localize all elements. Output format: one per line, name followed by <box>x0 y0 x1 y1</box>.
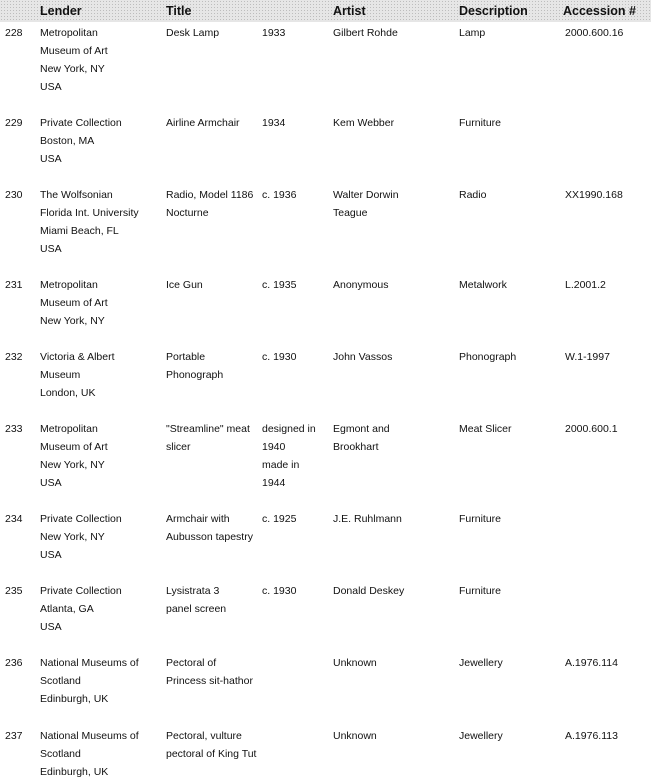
lender-cell <box>40 276 160 330</box>
artist-cell-line: Kem Webber <box>333 117 395 129</box>
title-cell-line: Desk Lamp <box>166 27 220 39</box>
header-lender: Lender <box>40 4 82 18</box>
header-accession: Accession # <box>563 4 636 18</box>
title-cell-line: Aubusson tapestry <box>166 531 253 543</box>
description-cell: Metalwork <box>459 279 507 291</box>
artist-cell <box>333 114 448 132</box>
artist-cell <box>333 654 448 672</box>
artist-cell-line: Teague <box>333 207 368 219</box>
date-cell <box>262 348 326 366</box>
row-number: 230 <box>5 189 23 201</box>
artist-cell-line: Unknown <box>333 657 377 669</box>
title-cell-line: Pectoral, vulture <box>166 730 242 742</box>
date-cell-line: 1933 <box>262 27 286 39</box>
row-number: 234 <box>5 513 23 525</box>
lender-cell-line: USA <box>40 81 62 93</box>
title-cell <box>166 420 258 456</box>
lender-cell-line: Edinburgh, UK <box>40 766 109 778</box>
title-cell <box>166 348 258 384</box>
lender-cell-line: Scotland <box>40 748 81 760</box>
description-cell: Lamp <box>459 27 486 39</box>
lender-cell-line: Museum of Art <box>40 45 108 57</box>
row-number: 237 <box>5 730 23 742</box>
title-cell <box>166 114 258 132</box>
lender-cell-line: Miami Beach, FL <box>40 225 119 237</box>
description-cell: Jewellery <box>459 730 503 742</box>
description-cell: Radio <box>459 189 487 201</box>
lender-cell-line: National Museums of <box>40 657 139 669</box>
lender-cell <box>40 654 160 708</box>
artist-cell-line: Walter Dorwin <box>333 189 399 201</box>
date-cell-line: designed in <box>262 423 316 435</box>
lender-cell-line: Victoria & Albert <box>40 351 115 363</box>
title-cell-line: pectoral of King Tut <box>166 748 257 760</box>
lender-cell-line: Museum <box>40 369 81 381</box>
title-cell-line: Ice Gun <box>166 279 203 291</box>
date-cell-line: 1940 <box>262 441 286 453</box>
lender-cell <box>40 510 160 564</box>
description-cell: Meat Slicer <box>459 423 512 435</box>
artist-cell-line: Egmont and <box>333 423 390 435</box>
title-cell-line: Pectoral of <box>166 657 217 669</box>
date-cell-line: c. 1936 <box>262 189 297 201</box>
lender-cell <box>40 420 160 492</box>
lender-cell-line: Florida Int. University <box>40 207 139 219</box>
accession-cell: 2000.600.1 <box>565 423 618 435</box>
lender-cell-line: USA <box>40 477 62 489</box>
lender-cell-line: USA <box>40 621 62 633</box>
lender-cell <box>40 582 160 636</box>
row-number: 228 <box>5 27 23 39</box>
lender-cell-line: Private Collection <box>40 117 122 129</box>
lender-cell-line: USA <box>40 549 62 561</box>
lender-cell-line: New York, NY <box>40 315 105 327</box>
title-cell-line: Portable <box>166 351 206 363</box>
lender-cell-line: New York, NY <box>40 531 105 543</box>
lender-cell-line: Metropolitan <box>40 279 98 291</box>
lender-cell <box>40 727 160 781</box>
artist-cell <box>333 510 448 528</box>
row-number: 232 <box>5 351 23 363</box>
date-cell <box>262 186 326 204</box>
artist-cell <box>333 276 448 294</box>
title-cell-line: slicer <box>166 441 191 453</box>
lender-cell <box>40 186 160 258</box>
accession-cell: A.1976.113 <box>565 730 618 742</box>
lender-cell-line: Metropolitan <box>40 27 98 39</box>
date-cell-line: c. 1930 <box>262 351 297 363</box>
title-cell-line: Nocturne <box>166 207 209 219</box>
date-cell <box>262 420 326 492</box>
artist-cell <box>333 727 448 745</box>
artist-cell-line: Brookhart <box>333 441 379 453</box>
title-cell <box>166 727 258 763</box>
lender-cell-line: USA <box>40 243 62 255</box>
lender-cell-line: Museum of Art <box>40 441 108 453</box>
title-cell-line: Phonograph <box>166 369 224 381</box>
row-number: 229 <box>5 117 23 129</box>
title-cell <box>166 654 258 690</box>
header-title: Title <box>166 4 192 18</box>
date-cell <box>262 582 326 600</box>
lender-cell-line: National Museums of <box>40 730 139 742</box>
title-cell-line: Princess sit-hathor <box>166 675 253 687</box>
date-cell-line: 1944 <box>262 477 286 489</box>
artist-cell <box>333 420 448 456</box>
artist-cell-line: J.E. Ruhlmann <box>333 513 402 525</box>
description-cell: Jewellery <box>459 657 503 669</box>
artist-cell-line: John Vassos <box>333 351 393 363</box>
artist-cell <box>333 24 448 42</box>
lender-cell-line: Atlanta, GA <box>40 603 94 615</box>
title-cell <box>166 186 258 222</box>
lender-cell-line: Edinburgh, UK <box>40 693 109 705</box>
table-header <box>0 0 651 22</box>
lender-cell-line: Museum of Art <box>40 297 108 309</box>
title-cell-line: Armchair with <box>166 513 230 525</box>
row-number: 236 <box>5 657 23 669</box>
lender-cell-line: The Wolfsonian <box>40 189 113 201</box>
date-cell <box>262 24 326 42</box>
title-cell-line: Radio, Model 1186 <box>166 189 254 201</box>
lender-cell <box>40 348 160 402</box>
lender-cell-line: Metropolitan <box>40 423 98 435</box>
description-cell: Furniture <box>459 585 502 597</box>
title-cell <box>166 24 258 42</box>
lender-cell-line: New York, NY <box>40 459 105 471</box>
lender-cell-line: Boston, MA <box>40 135 95 147</box>
row-number: 235 <box>5 585 23 597</box>
title-cell <box>166 582 258 618</box>
accession-cell: A.1976.114 <box>565 657 618 669</box>
description-cell: Phonograph <box>459 351 517 363</box>
artist-cell <box>333 348 448 366</box>
title-cell-line: Lysistrata 3 <box>166 585 220 597</box>
artist-cell-line: Anonymous <box>333 279 389 291</box>
date-cell-line: made in <box>262 459 300 471</box>
header-description: Description <box>459 4 528 18</box>
title-cell-line: "Streamline" meat <box>166 423 250 435</box>
lender-cell-line: USA <box>40 153 62 165</box>
accession-cell: XX1990.168 <box>565 189 623 201</box>
artist-cell-line: Gilbert Rohde <box>333 27 398 39</box>
lender-cell-line: New York, NY <box>40 63 105 75</box>
header-artist: Artist <box>333 4 366 18</box>
artist-cell-line: Donald Deskey <box>333 585 405 597</box>
date-cell <box>262 510 326 528</box>
lender-cell-line: London, UK <box>40 387 96 399</box>
lender-cell-line: Scotland <box>40 675 81 687</box>
date-cell-line: 1934 <box>262 117 286 129</box>
accession-cell: L.2001.2 <box>565 279 606 291</box>
artist-cell <box>333 186 448 222</box>
date-cell-line: c. 1935 <box>262 279 297 291</box>
accession-cell: 2000.600.16 <box>565 27 624 39</box>
title-cell-line: panel screen <box>166 603 227 615</box>
artist-cell-line: Unknown <box>333 730 377 742</box>
lender-cell <box>40 114 160 168</box>
description-cell: Furniture <box>459 117 502 129</box>
lender-cell <box>40 24 160 96</box>
date-cell-line: c. 1930 <box>262 585 297 597</box>
lender-cell-line: Private Collection <box>40 513 122 525</box>
title-cell <box>166 276 258 294</box>
lender-cell-line: Private Collection <box>40 585 122 597</box>
row-number: 231 <box>5 279 23 291</box>
title-cell-line: Airline Armchair <box>166 117 240 129</box>
date-cell <box>262 276 326 294</box>
artist-cell <box>333 582 448 600</box>
description-cell: Furniture <box>459 513 502 525</box>
row-number: 233 <box>5 423 23 435</box>
date-cell <box>262 114 326 132</box>
accession-cell: W.1-1997 <box>565 351 610 363</box>
title-cell <box>166 510 258 546</box>
date-cell-line: c. 1925 <box>262 513 297 525</box>
